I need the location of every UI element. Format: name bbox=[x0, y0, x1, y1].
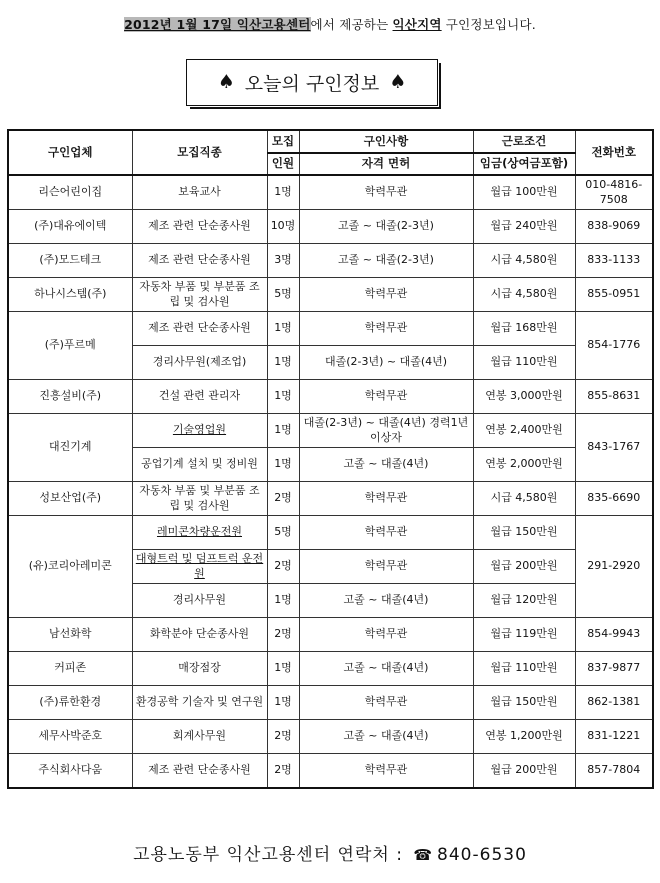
wage: 월급 200만원 bbox=[473, 754, 575, 789]
table-row bbox=[8, 210, 653, 244]
table-row bbox=[8, 312, 653, 346]
table-row bbox=[8, 380, 653, 414]
header-wage: 임금(상여금포함) bbox=[473, 153, 575, 175]
phone-number: 843-1767 bbox=[575, 414, 653, 482]
job-type: 매장점장 bbox=[132, 652, 267, 686]
job-type: 건설 관련 관리자 bbox=[132, 380, 267, 414]
qualification: 대졸(2-3년) ~ 대졸(4년) 경력1년 이상자 bbox=[299, 414, 473, 448]
company-name: (주)모드테크 bbox=[8, 244, 132, 278]
qualification: 대졸(2-3년) ~ 대졸(4년) bbox=[299, 346, 473, 380]
phone-number: 291-2920 bbox=[575, 516, 653, 618]
wage: 월급 168만원 bbox=[473, 312, 575, 346]
job-type: 회계사무원 bbox=[132, 720, 267, 754]
wage: 연봉 2,000만원 bbox=[473, 448, 575, 482]
job-type: 경리사무원 bbox=[132, 584, 267, 618]
header-recruit-bottom: 인원 bbox=[267, 153, 299, 175]
job-type bbox=[132, 516, 267, 550]
qualification: 고졸 ~ 대졸(4년) bbox=[299, 652, 473, 686]
phone-number: 854-1776 bbox=[575, 312, 653, 380]
wage: 월급 110만원 bbox=[473, 652, 575, 686]
phone-number: 010-4816-7508 bbox=[575, 175, 653, 210]
table-row bbox=[8, 278, 653, 312]
qualification: 학력무관 bbox=[299, 482, 473, 516]
wage: 시급 4,580원 bbox=[473, 482, 575, 516]
recruit-count: 5명 bbox=[267, 516, 299, 550]
phone-number: 857-7804 bbox=[575, 754, 653, 789]
company-name: (유)코리아레미콘 bbox=[8, 516, 132, 618]
company-name: 주식회사다움 bbox=[8, 754, 132, 789]
recruit-count: 5명 bbox=[267, 278, 299, 312]
wage: 월급 120만원 bbox=[473, 584, 575, 618]
table-row bbox=[8, 175, 653, 210]
wage: 연봉 3,000만원 bbox=[473, 380, 575, 414]
recruit-count: 1명 bbox=[267, 175, 299, 210]
job-type: 경리사무원(제조업) bbox=[132, 346, 267, 380]
wage: 월급 150만원 bbox=[473, 516, 575, 550]
telephone-icon: ☎ bbox=[413, 846, 434, 864]
table-row bbox=[8, 652, 653, 686]
qualification: 고졸 ~ 대졸(2-3년) bbox=[299, 210, 473, 244]
table-row bbox=[8, 482, 653, 516]
wage: 시급 4,580원 bbox=[473, 278, 575, 312]
wage: 연봉 1,200만원 bbox=[473, 720, 575, 754]
qualification: 고졸 ~ 대졸(4년) bbox=[299, 584, 473, 618]
table-row bbox=[8, 244, 653, 278]
qualification: 학력무관 bbox=[299, 618, 473, 652]
phone-number: 855-0951 bbox=[575, 278, 653, 312]
qualification: 학력무관 bbox=[299, 278, 473, 312]
header-requirements: 구인사항 bbox=[299, 130, 473, 153]
table-row bbox=[8, 686, 653, 720]
notice-tail: 구인정보입니다. bbox=[441, 17, 536, 32]
notice-date: 2012년 1월 17일 익산고용센터 bbox=[124, 17, 311, 32]
recruit-count: 1명 bbox=[267, 652, 299, 686]
header-qualification: 자격 면허 bbox=[299, 153, 473, 175]
header-company: 구인업체 bbox=[8, 130, 132, 175]
phone-number: 833-1133 bbox=[575, 244, 653, 278]
job-type bbox=[132, 414, 267, 448]
header-phone: 전화번호 bbox=[575, 130, 653, 175]
qualification: 학력무관 bbox=[299, 380, 473, 414]
recruit-count: 1명 bbox=[267, 448, 299, 482]
table-row bbox=[8, 618, 653, 652]
recruit-count: 2명 bbox=[267, 482, 299, 516]
table-row bbox=[8, 414, 653, 448]
recruit-count: 1명 bbox=[267, 584, 299, 618]
phone-number: 838-9069 bbox=[575, 210, 653, 244]
recruit-count: 1명 bbox=[267, 346, 299, 380]
qualification: 학력무관 bbox=[299, 686, 473, 720]
recruit-count: 1명 bbox=[267, 312, 299, 346]
footer-phone: 840-6530 bbox=[437, 845, 527, 865]
recruit-count: 3명 bbox=[267, 244, 299, 278]
job-type: 제조 관련 단순종사원 bbox=[132, 244, 267, 278]
phone-number: 837-9877 bbox=[575, 652, 653, 686]
job-type: 제조 관련 단순종사원 bbox=[132, 312, 267, 346]
company-name: 남선화학 bbox=[8, 618, 132, 652]
company-name: (주)대유에이텍 bbox=[8, 210, 132, 244]
recruit-count: 1명 bbox=[267, 686, 299, 720]
header-recruit-top: 모집 bbox=[267, 130, 299, 153]
qualification: 학력무관 bbox=[299, 550, 473, 584]
table-row bbox=[8, 754, 653, 789]
recruit-count: 2명 bbox=[267, 754, 299, 789]
recruit-count: 1명 bbox=[267, 380, 299, 414]
job-type: 자동차 부품 및 부분품 조립 및 검사원 bbox=[132, 482, 267, 516]
job-type: 제조 관련 단순종사원 bbox=[132, 754, 267, 789]
footer-contact bbox=[0, 840, 660, 865]
title-box bbox=[186, 59, 438, 106]
company-name: 진흥설비(주) bbox=[8, 380, 132, 414]
spade-icon: ♠ bbox=[217, 71, 235, 93]
company-name: 세무사박준호 bbox=[8, 720, 132, 754]
spade-icon: ♠ bbox=[389, 71, 407, 93]
phone-number: 835-6690 bbox=[575, 482, 653, 516]
company-name: 성보산업(주) bbox=[8, 482, 132, 516]
job-type: 환경공학 기술자 및 연구원 bbox=[132, 686, 267, 720]
qualification: 학력무관 bbox=[299, 312, 473, 346]
company-name: (주)류한환경 bbox=[8, 686, 132, 720]
phone-number: 855-8631 bbox=[575, 380, 653, 414]
recruit-count: 2명 bbox=[267, 618, 299, 652]
wage: 시급 4,580원 bbox=[473, 244, 575, 278]
notice-mid: 에서 제공하는 bbox=[310, 17, 393, 32]
company-name: 하나시스템(주) bbox=[8, 278, 132, 312]
job-type-text: 레미콘차량운전원 bbox=[156, 525, 242, 539]
header-job-type: 모집직종 bbox=[132, 130, 267, 175]
company-name: 커피존 bbox=[8, 652, 132, 686]
qualification: 학력무관 bbox=[299, 754, 473, 789]
job-type: 자동차 부품 및 부분품 조립 및 검사원 bbox=[132, 278, 267, 312]
header-notice bbox=[0, 15, 660, 33]
job-type: 제조 관련 단순종사원 bbox=[132, 210, 267, 244]
wage: 월급 110만원 bbox=[473, 346, 575, 380]
wage: 월급 240만원 bbox=[473, 210, 575, 244]
footer-label: 고용노동부 익산고용센터 연락처 : bbox=[133, 845, 403, 865]
notice-region: 익산지역 bbox=[392, 17, 442, 32]
page-title: 오늘의 구인정보 bbox=[244, 73, 380, 95]
qualification: 고졸 ~ 대졸(4년) bbox=[299, 448, 473, 482]
qualification: 고졸 ~ 대졸(2-3년) bbox=[299, 244, 473, 278]
recruit-count: 2명 bbox=[267, 550, 299, 584]
job-type: 공업기계 설치 및 정비원 bbox=[132, 448, 267, 482]
job-type-text: 대형트럭 및 덤프트럭 운전원 bbox=[135, 551, 264, 580]
header-conditions: 근로조건 bbox=[473, 130, 575, 153]
phone-number: 831-1221 bbox=[575, 720, 653, 754]
recruit-count: 10명 bbox=[267, 210, 299, 244]
company-name: 리슨어린이집 bbox=[8, 175, 132, 210]
table-row bbox=[8, 720, 653, 754]
qualification: 학력무관 bbox=[299, 175, 473, 210]
wage: 월급 119만원 bbox=[473, 618, 575, 652]
recruit-count: 1명 bbox=[267, 414, 299, 448]
job-type: 보육교사 bbox=[132, 175, 267, 210]
recruit-count: 2명 bbox=[267, 720, 299, 754]
company-name: 대진기계 bbox=[8, 414, 132, 482]
qualification: 학력무관 bbox=[299, 516, 473, 550]
phone-number: 854-9943 bbox=[575, 618, 653, 652]
wage: 월급 200만원 bbox=[473, 550, 575, 584]
table-row bbox=[8, 516, 653, 550]
wage: 월급 100만원 bbox=[473, 175, 575, 210]
qualification: 고졸 ~ 대졸(4년) bbox=[299, 720, 473, 754]
job-table-body bbox=[8, 175, 653, 788]
job-type bbox=[132, 550, 267, 584]
phone-number: 862-1381 bbox=[575, 686, 653, 720]
job-listings-table bbox=[7, 129, 654, 789]
wage: 월급 150만원 bbox=[473, 686, 575, 720]
job-type-text: 기술영업원 bbox=[172, 423, 227, 437]
wage: 연봉 2,400만원 bbox=[473, 414, 575, 448]
job-type: 화학분야 단순종사원 bbox=[132, 618, 267, 652]
company-name: (주)푸르메 bbox=[8, 312, 132, 380]
